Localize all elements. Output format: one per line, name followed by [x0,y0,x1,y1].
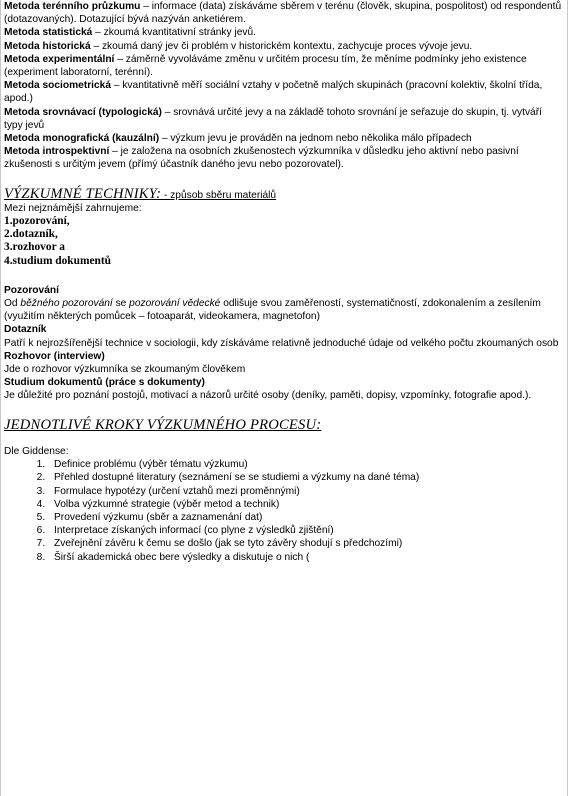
method-paragraph [4,0,563,26]
method-paragraph [4,145,563,171]
technique-list-item: 4.studium dokumentů [4,254,111,267]
method-name: Metoda sociometrická [4,80,112,92]
method-paragraph [4,40,563,53]
step-item: 3. Formulace hypotézy (určení vztahů mezi proměnnými) [48,485,563,498]
step-item: 7. Zveřejnění závěru k čemu se došlo (jak se tyto závěry shodují s předchozími) [48,537,563,550]
technique-list-item: 2.dotazník, [4,228,58,241]
step-item: 2. Přehled dostupné literatury (seznámení se se studiemi a výzkumy na dané téma) [48,471,563,484]
method-text: – informace (data) získáváme sběrem v terénu (člověk, skupina, pospolitost) od respondentů (dotazovaných). Dotazující bývá nazýván anketiérem. [4,1,562,26]
step-item: 1. Definice problému (výběr tématu výzkumu) [48,458,563,471]
section-heading [4,185,563,202]
method-name: Metoda terénního průzkumu [4,1,141,12]
method-name: Metoda historická [4,40,91,52]
method-text: – zkoumá daný jev či problém v historickém kontextu, zachycuje proces vývoje jevu. [90,40,473,52]
method-name: Metoda srovnávací (typologická) [4,106,162,118]
method-paragraph [4,106,563,132]
technique-text: Patří k nejrozšířenější technice v sociologii, kdy získáváme relativně jednoduché údaje od velkého počtu zkoumaných osob [4,337,559,349]
method-text: – zkoumá kvantitativní stránky jevů. [92,27,256,39]
techniques-section [4,185,563,403]
method-paragraph [4,132,563,145]
technique-text: Je důležité pro poznání postojů, motivací a názorů určité osoby (deníky, paměti, dopisy, vzpomínky, fotografie apod.). [4,390,532,402]
techniques-heading: VÝZKUMNÉ TECHNIKY: [4,185,162,202]
emphasis: běžného pozorování [20,298,113,310]
method-text: – kvantitativně měří sociální vztahy v početně malých skupinách (pracovní kolektiv, školní třída, apod.) [4,80,543,105]
techniques-intro: Mezi nejznámější zahrnujeme: [4,202,142,214]
steps-section [4,416,563,564]
method-name: Metoda statistická [4,27,93,39]
technique-list-item: 1.pozorování, [4,215,70,228]
method-text: – výzkum jevu je prováděn na jednom nebo několika málo případech [159,133,472,145]
technique-text: Od běžného pozorování se pozorování vědecké odlišuje svou zaměřeností, systematičností, zdokonalením a zesílením (využitím některých pomůcek – fotoaparát, videokamera, magnetofon) [4,298,541,323]
technique-text: Jde o rozhovor výzkumníka se zkoumaným člověkem [4,364,246,376]
methods-section [4,0,563,172]
method-name: Metoda introspektivní [4,146,110,158]
method-text: – je založena na osobních zkušenostech výzkumníka v důsledku jeho aktivní nebo pasivní zkušenosti s určitým jevem (přímý účastník daného jevu nebo pozorovatel). [4,146,519,171]
emphasis: pozorování vědecké [129,298,221,310]
method-paragraph [4,53,563,79]
method-paragraph [4,79,563,105]
technique-list-item: 3.rozhovor a [4,241,65,254]
step-item: 6. Interpretace získaných informací (co plyne z výsledků zjištění) [48,524,563,537]
technique-title: Pozorování [4,284,59,296]
method-paragraph [4,26,563,39]
method-name: Metoda experimentální [4,53,115,65]
step-item: 4. Volba výzkumné strategie (výběr metod a technik) [48,498,563,511]
steps-list [4,458,563,564]
method-text: – srovnává určité jevy a na základě tohoto srovnání je seřazuje do skupin, tj. vytváří typy jevů [4,106,542,131]
steps-heading: JEDNOTLIVÉ KROKY VÝZKUMNÉHO PROCESU: [4,416,322,433]
steps-intro: Dle Giddense: [4,445,69,457]
technique-title: Studium dokumentů (práce s dokumenty) [4,377,205,389]
method-text: – záměrně vyvoláváme změnu v určitém procesu tím, že měníme podmínky jeho existence (experiment laboratorní, terénní). [4,53,527,79]
technique-title: Dotazník [4,324,47,336]
method-name: Metoda monografická (kauzální) [4,133,160,145]
technique-title: Rozhovor (interview) [4,350,105,362]
techniques-heading-sub: - způsob sběru materiálů [161,189,277,201]
step-item: 5. Provedení výzkumu (sběr a zaznamenání dat) [48,511,563,524]
step-item: 8. Širší akademická obec bere výsledky a diskutuje o nich ( [48,551,563,564]
